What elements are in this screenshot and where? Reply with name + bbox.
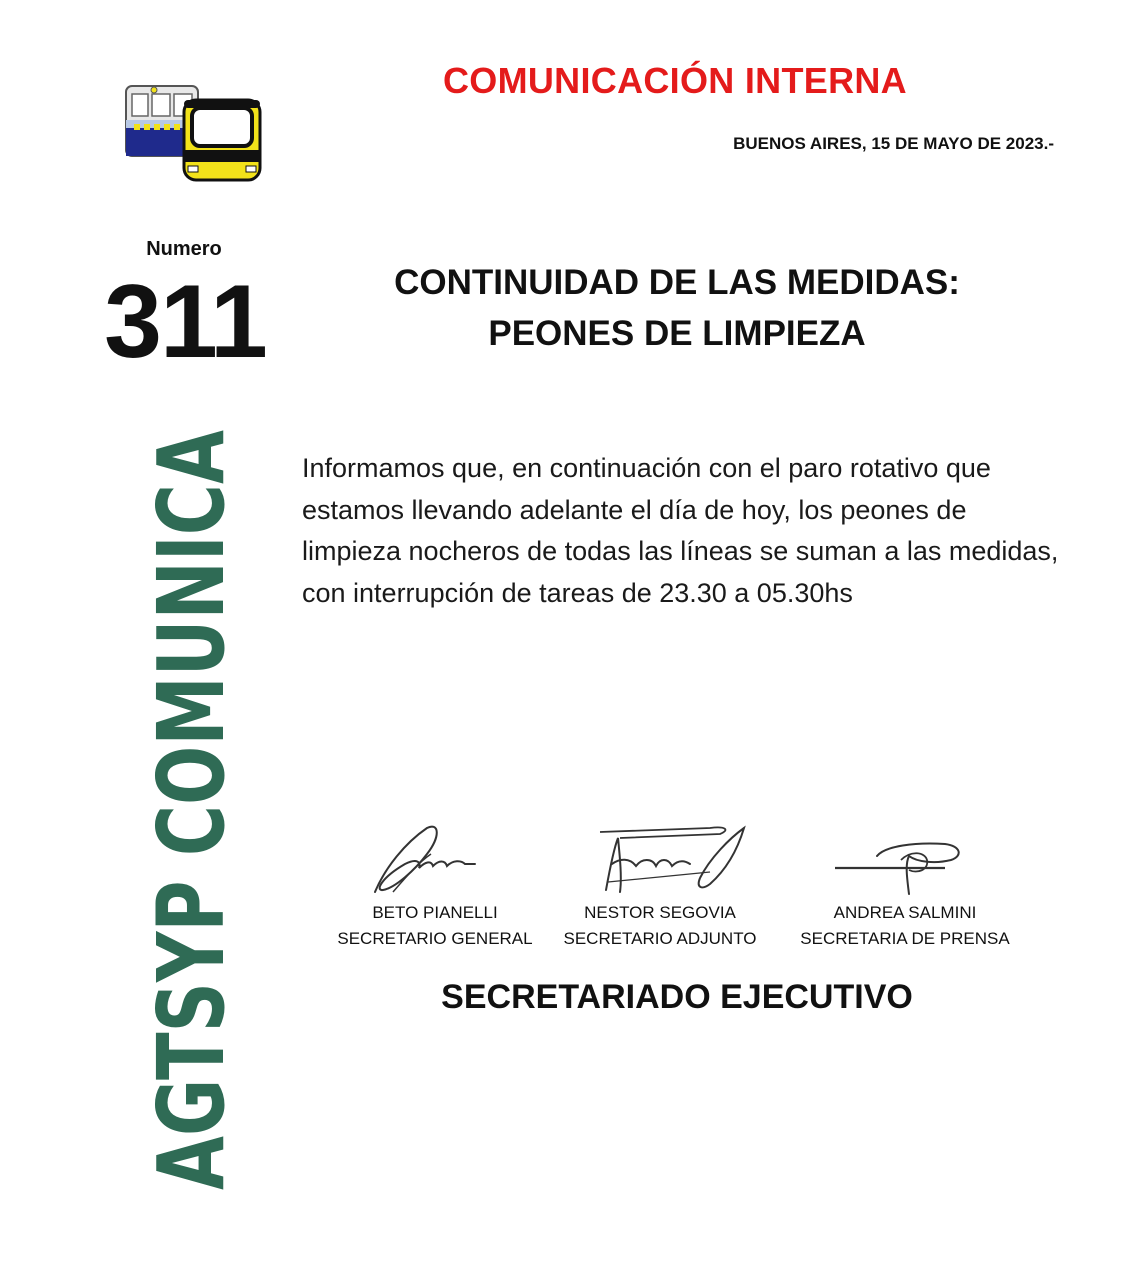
signatory-role: SECRETARIO ADJUNTO [563, 929, 757, 948]
signature-segovia [560, 818, 760, 900]
footer-title: SECRETARIADO EJECUTIVO [441, 978, 913, 1016]
signatory-name: NESTOR SEGOVIA [584, 903, 736, 922]
signatory-name: ANDREA SALMINI [833, 903, 977, 922]
issue-number: 311 [104, 264, 266, 380]
issue-number-label: Numero [146, 238, 222, 260]
document-body: Informamos que, en continuación con el paro rotativo que estamos llevando adelante el día de hoy, los peones de limpieza nocheros de todas las líneas se suman a las medidas, con interrupción de tareas de 23.30 a 05.30hs [302, 453, 1059, 608]
signatures-section [320, 818, 1040, 958]
header-title: COMUNICACIÓN INTERNA [443, 60, 907, 101]
signature-block [545, 818, 775, 952]
signature-block [320, 818, 550, 952]
signature-pianelli [335, 818, 535, 900]
document-date: BUENOS AIRES, 15 DE MAYO DE 2023.- [733, 134, 1054, 153]
brand-vertical-text: AGTSYP COMU [143, 437, 235, 1190]
signatory-role: SECRETARIA DE PRENSA [800, 929, 1010, 948]
signatory-role: SECRETARIO GENERAL [337, 929, 533, 948]
document-title-line-1: CONTINUIDAD DE LAS MEDIDAS: [394, 263, 960, 302]
brand-vertical-logo [143, 425, 235, 1195]
train-logo-icon [124, 82, 264, 182]
document-title-line-2: PEONES DE LIMPIEZA [488, 313, 866, 353]
signature-salmini [805, 818, 1005, 900]
document-title [290, 258, 1064, 360]
signatory-name: BETO PIANELLI [372, 903, 498, 922]
signature-block [790, 818, 1020, 952]
